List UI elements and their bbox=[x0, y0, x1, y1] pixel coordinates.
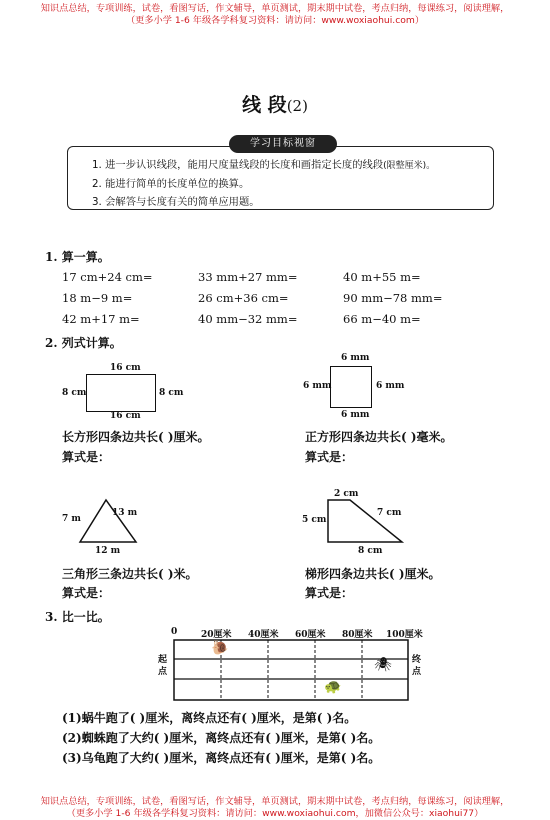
scale-0: 0 bbox=[171, 627, 178, 637]
rect-formula: 算式是： bbox=[62, 450, 111, 464]
square-right-label: 6 mm bbox=[376, 381, 405, 391]
q1-r2-c3: 90 mm−78 mm= bbox=[343, 291, 443, 305]
goals-tab: 学习目标视窗 bbox=[229, 135, 337, 153]
q3-line-1: (1)蜗牛跑了( )厘米，离终点还有( )厘米，是第( )名。 bbox=[62, 711, 357, 725]
rect-bottom-label: 16 cm bbox=[110, 411, 141, 421]
page-title bbox=[0, 90, 550, 117]
q1-heading: 1. 算一算。 bbox=[45, 250, 110, 264]
square-left-label: 6 mm bbox=[303, 381, 332, 391]
q1-r2-c1: 18 m−9 m= bbox=[62, 291, 133, 305]
scale-60: 60厘米 bbox=[295, 630, 326, 640]
top-banner-line1: 知识点总结，专项训练，试卷，看图写话，作文辅导，单页测试，期末期中试卷，考点归纳，每课练习，阅读理解， bbox=[40, 3, 510, 14]
goal-item-1 bbox=[92, 156, 435, 171]
square-formula: 算式是： bbox=[305, 450, 354, 464]
turtle-icon: 🐢 bbox=[324, 679, 342, 695]
end-label: 终点 bbox=[412, 655, 422, 677]
q1-r3-c1: 42 m+17 m= bbox=[62, 312, 140, 326]
rect-question: 长方形四条边共长( )厘米。 bbox=[62, 430, 210, 444]
goal-item-1-note: (限整厘米)。 bbox=[383, 161, 436, 171]
spider-icon: 🕷 bbox=[374, 657, 392, 673]
rect-top-label: 16 cm bbox=[110, 363, 141, 373]
triangle-formula: 算式是： bbox=[62, 586, 111, 600]
q1-r1-c3: 40 m+55 m= bbox=[343, 270, 421, 284]
square-top-label: 6 mm bbox=[341, 353, 370, 363]
trapezoid-shape bbox=[318, 496, 408, 546]
q1-r3-c2: 40 mm−32 mm= bbox=[198, 312, 298, 326]
scale-20: 20厘米 bbox=[201, 630, 232, 640]
goal-item-2: 2. 能进行简单的长度单位的换算。 bbox=[92, 178, 250, 190]
trapezoid-right-label: 7 cm bbox=[377, 508, 402, 518]
goal-item-1-text: 1. 进一步认识线段，能用尺度量线段的长度和画指定长度的线段 bbox=[92, 159, 384, 171]
q1-r3-c3: 66 m−40 m= bbox=[343, 312, 421, 326]
scale-80: 80厘米 bbox=[342, 630, 373, 640]
triangle-question: 三角形三条边共长( )米。 bbox=[62, 567, 198, 581]
square-bottom-label: 6 mm bbox=[341, 410, 370, 420]
q3-line-2: (2)蜘蛛跑了大约( )厘米，离终点还有( )厘米，是第( )名。 bbox=[62, 731, 381, 745]
bottom-banner-line1: 知识点总结，专项训练，试卷，看图写话，作文辅导，单页测试，期末期中试卷，考点归纳，每课练习，阅读理解， bbox=[40, 796, 510, 807]
q1-r2-c2: 26 cm+36 cm= bbox=[198, 291, 289, 305]
q1-r1-c1: 17 cm+24 cm= bbox=[62, 270, 153, 284]
square-question: 正方形四条边共长( )毫米。 bbox=[305, 430, 453, 444]
trapezoid-top-label: 2 cm bbox=[334, 489, 359, 499]
bottom-banner-line2: （更多小学 1-6 年级各学科复习资料：请访问：www.woxiaohui.com，加微信公众号：xiaohui77） bbox=[66, 808, 484, 819]
rect-left-label: 8 cm bbox=[62, 388, 87, 398]
q3-heading: 3. 比一比。 bbox=[45, 610, 110, 624]
scale-40: 40厘米 bbox=[248, 630, 279, 640]
trapezoid-bottom-label: 8 cm bbox=[358, 546, 383, 556]
title-main: 线 段 bbox=[242, 94, 287, 116]
rect-right-label: 8 cm bbox=[159, 388, 184, 398]
triangle-bottom-label: 12 m bbox=[95, 546, 121, 556]
triangle-right-label: 13 m bbox=[112, 508, 138, 518]
top-banner-line2: （更多小学 1-6 年级各学科复习资料：请访问：www.woxiaohui.com） bbox=[125, 15, 425, 26]
scale-100: 100厘米 bbox=[386, 630, 423, 640]
rectangle-shape bbox=[86, 374, 156, 412]
trapezoid-formula: 算式是： bbox=[305, 586, 354, 600]
q2-heading: 2. 列式计算。 bbox=[45, 336, 122, 350]
q3-line-3: (3)乌龟跑了大约( )厘米，离终点还有( )厘米，是第( )名。 bbox=[62, 751, 381, 765]
snail-icon: 🐌 bbox=[211, 640, 229, 656]
trapezoid-left-label: 5 cm bbox=[302, 515, 327, 525]
triangle-left-label: 7 m bbox=[62, 514, 81, 524]
trapezoid-question: 梯形四条边共长( )厘米。 bbox=[305, 567, 441, 581]
title-sub: (2) bbox=[286, 97, 308, 115]
goal-item-3: 3. 会解答与长度有关的简单应用题。 bbox=[92, 196, 260, 208]
start-label: 起点 bbox=[158, 655, 168, 677]
q1-r1-c2: 33 mm+27 mm= bbox=[198, 270, 298, 284]
square-shape bbox=[330, 366, 372, 408]
